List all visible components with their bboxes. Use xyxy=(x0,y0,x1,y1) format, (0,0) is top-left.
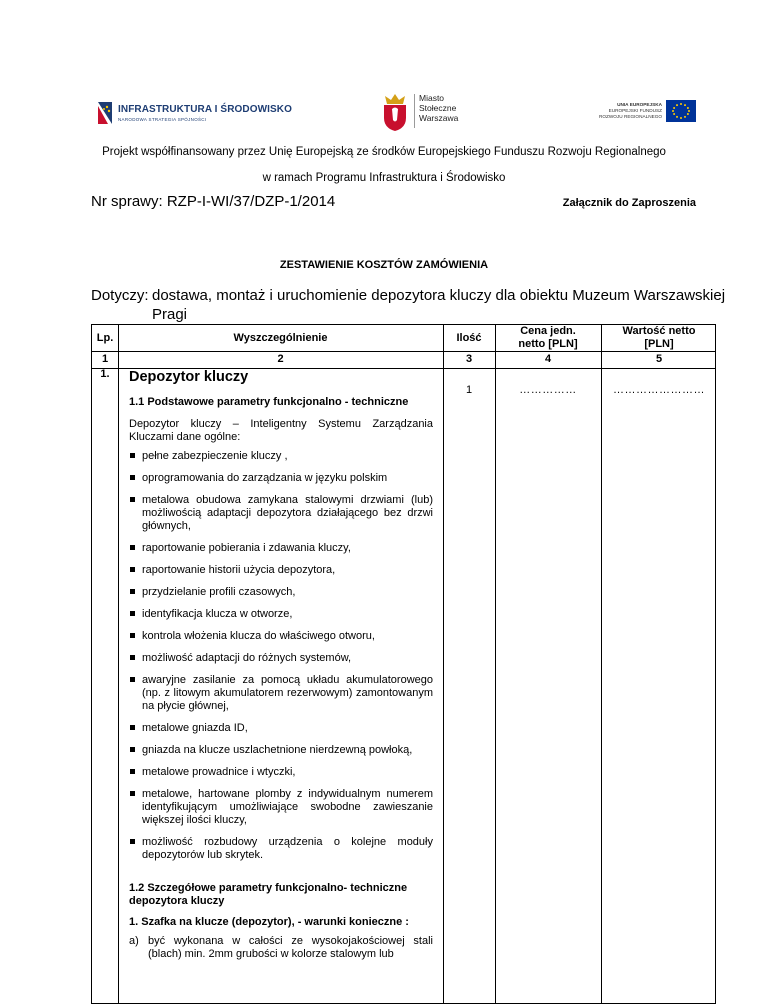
row-description xyxy=(129,369,433,961)
warsaw-crest-icon xyxy=(381,92,409,132)
subject-line2: Pragi xyxy=(152,306,188,323)
programme-note: w ramach Programu Infrastruktura i Środowisko xyxy=(262,172,506,184)
col-divider xyxy=(443,325,444,1003)
list-item: metalowe prowadnice i wtyczki, xyxy=(129,766,433,779)
list-item: metalowe, hartowane plomby z indywidualnym numerem identyfikującym umożliwiające swobodne zawieszanie większej ilości kluczy, xyxy=(129,788,433,827)
list-item: identyfikacja klucza w otworze, xyxy=(129,608,433,621)
warsaw-city-logo xyxy=(381,92,481,136)
list-item: oprogramowania do zarządzania w języku polskim xyxy=(129,472,433,485)
section2-title: 1.2 Szczegółowe parametry funkcjonalno- techniczne depozytora kluczy xyxy=(129,882,408,907)
header-qty: Ilość xyxy=(456,331,482,344)
list-item: możliwość rozbudowy urządzenia o kolejne moduły depozytorów lub skrytek. xyxy=(129,836,433,862)
row-lp: 1. xyxy=(100,368,110,380)
list-item: metalowa obudowa zamykana stalowymi drzwiami (lub) możliwością adaptacji depozytora działającego bez drzwi głównych, xyxy=(129,494,433,533)
subject-line1: dostawa, montaż i uruchomienie depozytora kluczy dla obiektu Muzeum Warszawskiej xyxy=(152,287,726,304)
list-item: możliwość adaptacji do różnych systemów, xyxy=(129,652,433,665)
case-number: Nr sprawy: RZP-I-WI/37/DZP-1/2014 xyxy=(91,193,336,210)
subsection1-title: 1. Szafka na klucze (depozytor), - warunki konieczne : xyxy=(129,916,409,928)
list-item: przydzielanie profili czasowych, xyxy=(129,586,433,599)
row-quantity: 1 xyxy=(465,384,473,396)
eu-flag-icon xyxy=(666,100,696,122)
warsaw-line2: Stołeczne xyxy=(419,103,457,113)
attachment-label: Załącznik do Zaproszenia xyxy=(562,197,696,209)
eu-logo-text xyxy=(584,102,662,120)
list-item: gniazda na klucze uszlachetnione nierdzewną powłoką, xyxy=(129,744,433,757)
cost-table xyxy=(91,324,716,1004)
eu-logo xyxy=(584,100,696,126)
warsaw-name xyxy=(419,93,458,123)
warsaw-line1: Miasto xyxy=(419,93,445,103)
infrastruktura-srodowisko-logo xyxy=(98,102,298,126)
col-number: 4 xyxy=(544,353,552,365)
warsaw-line3: Warszawa xyxy=(419,113,459,123)
item-a-text: być wykonana w całości ze wysokojakościowej stali (blach) min. 2mm grubości w kolorze stalowym lub xyxy=(148,935,433,960)
logo-is-subtitle: NARODOWA STRATEGIA SPÓJNOŚCI xyxy=(118,117,207,122)
eu-line3: ROZWOJU REGIONALNEGO xyxy=(598,114,662,119)
col-divider xyxy=(495,325,496,1003)
logo-divider xyxy=(414,94,415,128)
list-item: kontrola włożenia klucza do właściwego otworu, xyxy=(129,630,433,643)
col-number: 1 xyxy=(101,353,109,365)
eu-line2: EUROPEJSKI FUNDUSZ xyxy=(608,108,662,113)
col-divider xyxy=(601,325,602,1003)
section1-intro: Depozytor kluczy – Inteligentny Systemu Zarządzania Kluczami dane ogólne: xyxy=(129,418,433,443)
col-divider xyxy=(118,325,119,1003)
col-number: 2 xyxy=(277,353,284,365)
eu-line1: UNIA EUROPEJSKA xyxy=(617,102,662,107)
col-number: 3 xyxy=(465,353,473,365)
col-number: 5 xyxy=(655,353,663,365)
cofinancing-note: Projekt współfinansowany przez Unię Europejską ze środków Europejskiego Funduszu Rozwoju Regionalnego xyxy=(102,146,666,158)
row-unit-price: …………… xyxy=(519,384,577,396)
item-a-mark: a) xyxy=(129,935,139,947)
item-title: Depozytor kluczy xyxy=(129,369,249,385)
header-logos xyxy=(0,88,768,140)
logo-is-title: INFRASTRUKTURA I ŚRODOWISKO xyxy=(118,104,292,115)
list-item: pełne zabezpieczenie kluczy , xyxy=(129,450,433,463)
header-value: Wartość netto [PLN] xyxy=(622,325,696,350)
header-lp: Lp. xyxy=(96,331,114,344)
list-item: raportowanie historii użycia depozytora, xyxy=(129,564,433,577)
section1-title: 1.1 Podstawowe parametry funkcjonalno - techniczne xyxy=(129,396,409,408)
feature-list xyxy=(129,450,433,862)
header-spec: Wyszczególnienie xyxy=(233,331,328,344)
list-item: metalowe gniazda ID, xyxy=(129,722,433,735)
document-title: ZESTAWIENIE KOSZTÓW ZAMÓWIENIA xyxy=(279,259,489,271)
header-unit-price: Cena jedn. netto [PLN] xyxy=(518,325,578,350)
row-value: …………………… xyxy=(613,384,705,396)
requirement-item-a xyxy=(129,935,433,961)
list-item: awaryjne zasilanie za pomocą układu akumulatorowego (np. z litowym akumulatorem rezerwowym) zamontowanym na płycie głównej, xyxy=(129,674,433,713)
list-item: raportowanie pobierania i zdawania kluczy, xyxy=(129,542,433,555)
eu-stars-icon xyxy=(98,102,112,124)
subject-label: Dotyczy: xyxy=(91,287,149,304)
